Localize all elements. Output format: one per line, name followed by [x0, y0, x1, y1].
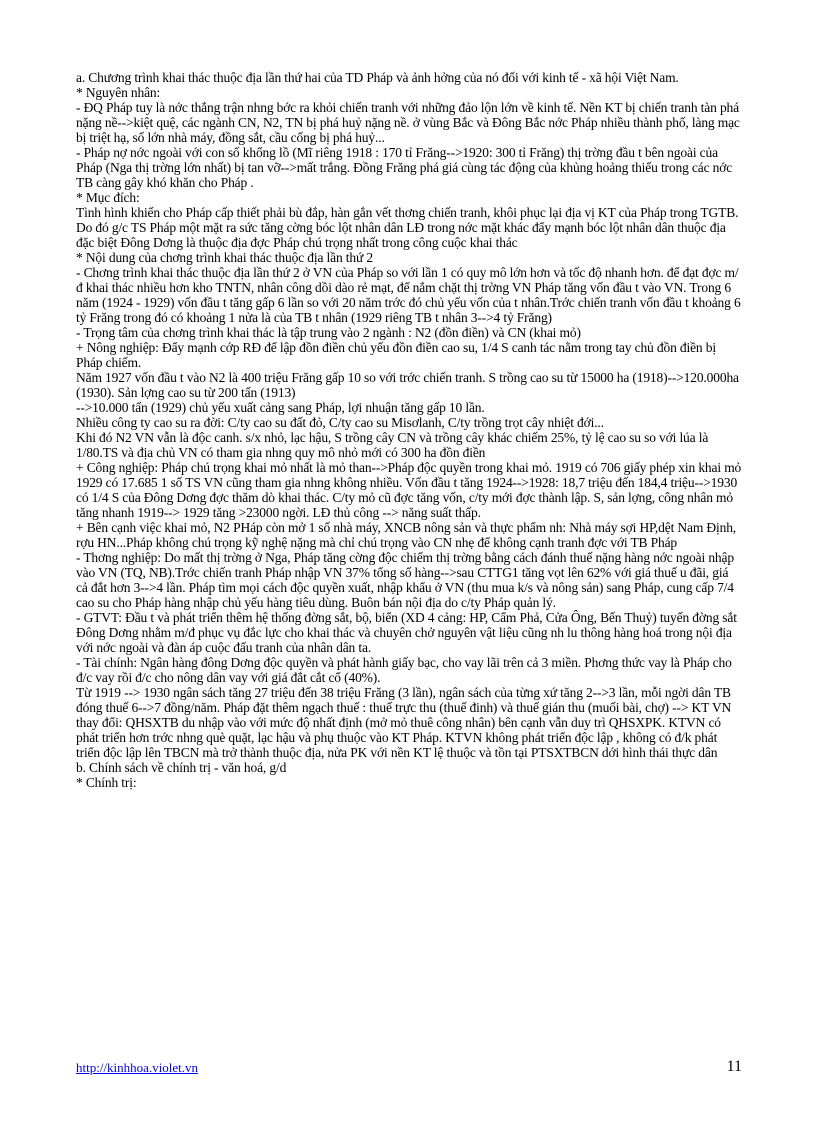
paragraph: -->10.000 tấn (1929) chủ yếu xuất cảng sang Pháp, lợi nhuận tăng gấp 10 lần. [76, 400, 485, 415]
paragraph: - Trọng tâm của chơng trình khai thác là tập trung vào 2 ngành : N2 (đồn điền) và CN (khai mỏ) [76, 325, 581, 340]
paragraph: - ĐQ Pháp tuy là nớc thắng trận nhng bớc ra khỏi chiến tranh với những đảo lộn lớn về kinh tế. Nền KT bị chiến tranh tàn phá nặng nề-->kiệt quệ, các ngành CN, N2, TN bị phá huỷ nặng nề. ở vùng Bắc và Đông Bắc nớc Pháp nhiều thành phố, làng mạc bị triệt hạ, số lớn nhà máy, đồng sắt, cầu cống bị phá huỷ... [76, 100, 740, 145]
paragraph-industry: + Công nghiệp: Pháp chú trọng khai mỏ nhất là mỏ than-->Pháp độc quyền trong khai mỏ. 1919 có 706 giấy phép xin khai mỏ 1929 có 17.685 1 số TS VN cũng tham gia nhng không nhiều. Vốn đầu t tăng 1924-->1928: 18,7 triệu đến 184,4 triệu-->1930 có 1/4 S của Đông Dơng đợc thăm dò khai thác. C/ty mỏ cũ đợc tăng vốn, c/ty mới đợc thành lập. S, sản lợng, công nhân mỏ tăng nhanh 1919--> 1929 tăng >23000 ngời. LĐ thủ công --> năng suất thấp. [76, 460, 742, 520]
paragraph-agriculture: + Nông nghiệp: Đẩy mạnh cớp RĐ để lập đồn điền chủ yếu đồn điền cao su, 1/4 S canh tác nằm trong tay chủ đồn điền bị Pháp chiếm. [76, 340, 716, 370]
paragraph-transport: - GTVT: Đầu t và phát triển thêm hệ thống đờng sắt, bộ, biển (XD 4 cảng: HP, Cẩm Phả, Cửa Ông, Bến Thuỷ) tuyến đờng sắt Đông Dơng nhằm m/đ phục vụ đắc lực cho khai thác và chuyên chở nguyên vật liệu cũng nh lu thông hàng hoá trong nội địa với nớc ngoài và đàn áp cuộc đấu tranh của nhân dân ta. [76, 610, 737, 655]
paragraph: Khi đó N2 VN vẫn là độc canh. s/x nhỏ, lạc hậu, S trồng cây CN và trồng cây khác chiếm 25%, tỷ lệ cao su so với lúa là 1/80.TS và địa chủ VN có tham gia nhng quy mô nhỏ mới có 300 ha đồn điền [76, 430, 709, 460]
paragraph: Từ 1919 --> 1930 ngân sách tăng 27 triệu đến 38 triệu Frăng (3 lần), ngân sách của từng xứ tăng 2-->3 lần, mỗi ngời dân TB đóng thuế 6-->7 đồng/năm. Pháp đặt thêm ngạch thuế : thuế trực thu (thuế đinh) và thuế gián thu (muối bài, chợ) --> KT VN thay đổi: QHSXTB du nhập vào với mức độ nhất định (mở mỏ thuê công nhân) bên cạnh vẫn duy trì QHSXPK. KTVN có phát triển hơn trớc nhng què quặt, lạc hậu và phụ thuộc vào KT Pháp. KTVN không phát triển độc lập , không có đ/k phát triển độc lập lên TBCN mà trở thành thuộc địa, nửa PK với nền KT lệ thuộc và tồn tại PTSXTBCN dới hình thái thực dân [76, 685, 732, 760]
footer-link[interactable]: http://kinhhoa.violet.vn [76, 1060, 199, 1075]
paragraph: + Bên cạnh việc khai mỏ, N2 PHáp còn mở 1 số nhà máy, XNCB nông sản và thực phẩm nh: Nhà máy sợi HP,dệt Nam Định, rợu HN...Pháp không chú trọng kỹ nghệ nặng mà chỉ chú trọng vào CN nhẹ để không cạnh tranh đợc với TB Pháp [76, 520, 737, 550]
page-number: 11 [726, 1058, 742, 1075]
subheading-purpose: * Mục đích: [76, 190, 140, 205]
paragraph: - Chơng trình khai thác thuộc địa lần thứ 2 ở VN của Pháp so với lần 1 có quy mô lớn hơn và tốc độ nhanh hơn. để đạt đợc m/đ khai thác nhiều hơn kho TNTN, nhân công dồi dào rẻ mạt, để nắm chặt thị trờng VN Pháp tăng vốn đầu t vào VN. Trong 6 năm (1924 - 1929) vốn đầu t tăng gấp 6 lần so với 20 năm trớc đó chủ yếu vốn của t nhân.Trớc chiến tranh vốn đầu t khoảng 6 tỷ Frăng trong đó có khoảng 1 nửa là của TB t nhân (1929 riêng TB t nhân 3-->4 tỷ Frăng) [76, 265, 741, 325]
paragraph: - Pháp nợ nớc ngoài với con số khổng lồ (Mĩ riêng 1918 : 170 tỉ Frăng-->1920: 300 tỉ Frăng) thị trờng đầu t bên ngoài của Pháp (Nga thị trờng lớn nhất) bị tan vỡ-->mất trắng. Đồng Frăng phá giá cùng tác động của khủng hoảng thiếu trong các nớc TB càng gây khó khăn cho Pháp . [76, 145, 733, 190]
section-heading-a: a. Chương trình khai thác thuộc địa lần thứ hai của TD Pháp và ảnh hởng của nó đối với kinh tế - xã hội Việt Nam. [76, 70, 679, 85]
paragraph-commerce: - Thơng nghiệp: Do mất thị trờng ở Nga, Pháp tăng cờng độc chiếm thị trờng bằng cách đánh thuế nặng hàng nớc ngoài nhập vào VN (TQ, NB).Trớc chiến tranh Pháp nhập VN 37% tổng số hàng-->sau CTTG1 tăng vọt lên 62% với giá thuế u đãi, giá cả đắt hơn 3-->4 lần. Pháp tìm mọi cách độc quyền xuất, nhập khẩu ở VN (thu mua k/s và nông sản) sang Pháp, cung cấp 7/4 cao su cho Pháp hàng nhập chủ yếu hàng tiêu dùng. Buôn bán nội địa do c/ty Pháp quản lý. [76, 550, 734, 610]
section-heading-b: b. Chính sách về chính trị - văn hoá, g/d [76, 760, 287, 775]
subheading-content: * Nội dung của chơng trình khai thác thuộc địa lần thứ 2 [76, 250, 373, 265]
paragraph-finance: - Tài chính: Ngân hàng đông Dơng độc quyền và phát hành giấy bạc, cho vay lãi trên cả 3 miền. Phơng thức vay là Pháp cho đ/c vay rồi đ/c cho nông dân vay với giá đắt cắt cổ (40%). [76, 655, 732, 685]
subheading-politics: * Chính trị: [76, 775, 137, 790]
document-body [76, 70, 742, 1080]
subheading-causes: * Nguyên nhân: [76, 85, 161, 100]
page-footer [76, 1058, 742, 1076]
paragraph: Năm 1927 vốn đầu t vào N2 là 400 triệu Frăng gấp 10 so với trớc chiến tranh. S trồng cao su từ 15000 ha (1918)-->120.000ha (1930). Sản lợng cao su từ 200 tấn (1913) [76, 370, 739, 400]
paragraph: Tình hình khiến cho Pháp cấp thiết phải bù đắp, hàn gắn vết thơng chiến tranh, khôi phục lại địa vị KT của Pháp trong TGTB. Do đó g/c TS Pháp một mặt ra sức tăng cờng bóc lột nhân dân LĐ trong nớc mặt khác đẩy mạnh bóc lột nhân dân thuộc địa đặc biệt Đông Dơng là thuộc địa đợc Pháp chú trọng nhất trong công cuộc khai thác [76, 205, 739, 250]
paragraph: Nhiều công ty cao su ra đời: C/ty cao su đất đỏ, C/ty cao su Misơlanh, C/ty trồng trọt cây nhiệt đới... [76, 415, 604, 430]
